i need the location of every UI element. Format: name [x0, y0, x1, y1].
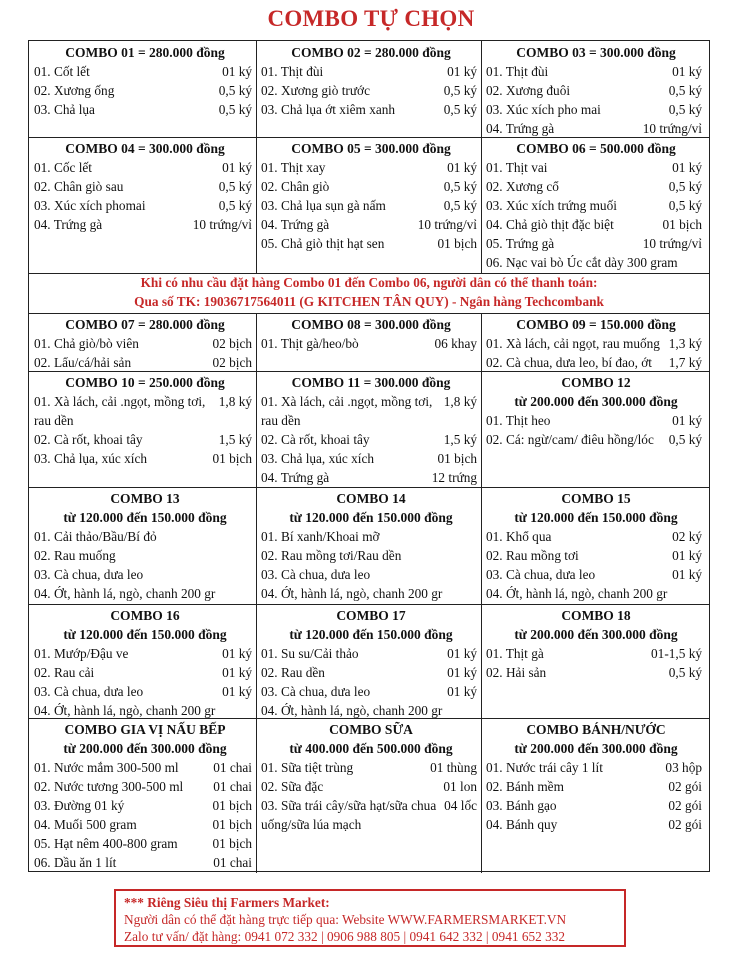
- item-quantity: 03 hộp: [665, 760, 702, 775]
- item-name: 03. Bánh gạo: [486, 798, 557, 813]
- item-name: 02. Rau muống: [34, 548, 116, 563]
- combo-title: COMBO 11 = 300.000 đồng: [291, 375, 451, 390]
- combo-item: [34, 853, 256, 872]
- item-name: 01. Xà lách, cải .ngọt, mồng tơi, rau dền: [261, 394, 433, 428]
- combo-item: [261, 584, 481, 603]
- combo-item: [34, 392, 256, 430]
- item-name: 01. Thịt xay: [261, 160, 326, 175]
- item-name: 01. Thịt đùi: [261, 64, 324, 79]
- combo-title: COMBO 09 = 150.000 đồng: [516, 317, 676, 332]
- combo-item: [261, 468, 481, 487]
- item-quantity: 02 bịch: [212, 336, 252, 351]
- item-quantity: 0,5 ký: [443, 198, 477, 213]
- combo-cell: [34, 43, 256, 119]
- combo-item: [34, 449, 256, 468]
- combo-item: [261, 565, 481, 584]
- combo-item: [34, 777, 256, 796]
- item-name: 03. Chả lụa, xúc xích: [34, 451, 147, 466]
- item-name: 03. Xúc xích pho mai: [486, 102, 601, 117]
- combo-cell: [261, 373, 481, 487]
- item-name: 03. Sữa trái cây/sữa hạt/sữa chua uống/sữa lúa mạch: [261, 798, 437, 832]
- item-quantity: 02 gói: [668, 798, 702, 813]
- combo-item: [34, 334, 256, 353]
- combo-item: [486, 353, 706, 372]
- item-quantity: 01-1,5 ký: [651, 646, 702, 661]
- item-quantity: 01 bịch: [212, 836, 252, 851]
- item-name: 02. Rau mồng tơi: [486, 548, 579, 563]
- item-name: 02. Rau cải: [34, 665, 95, 680]
- item-name: 03. Chả lụa sụn gà nấm: [261, 198, 386, 213]
- combo-item: [261, 158, 481, 177]
- combo-cell: [34, 720, 256, 872]
- item-quantity: 04 lốc: [444, 798, 477, 813]
- combo-item: [34, 62, 256, 81]
- item-quantity: 01 bịch: [212, 451, 252, 466]
- combo-item: [486, 334, 706, 353]
- combo-title: COMBO 05 = 300.000 đồng: [291, 141, 451, 156]
- combo-title: COMBO 07 = 280.000 đồng: [65, 317, 225, 332]
- column-divider: [256, 313, 257, 873]
- item-quantity: 02 gói: [668, 779, 702, 794]
- item-name: 02. Xương cổ: [486, 179, 559, 194]
- item-name: 06. Dầu ăn 1 lít: [34, 855, 117, 870]
- item-name: 05. Trứng gà: [486, 236, 555, 251]
- item-quantity: 06 khay: [434, 336, 477, 351]
- combo-cell: [34, 489, 256, 603]
- combo-item: [486, 777, 706, 796]
- combo-item: [261, 777, 481, 796]
- combo-cell: [261, 489, 481, 603]
- item-name: 02. Lẩu/cá/hải sản: [34, 355, 132, 370]
- column-divider: [481, 313, 482, 873]
- item-name: 02. Chân giò: [261, 179, 330, 194]
- combo-item: [486, 565, 706, 584]
- combo-item: [34, 527, 256, 546]
- combo-item: [34, 796, 256, 815]
- combo-item: [486, 584, 706, 603]
- item-name: 03. Cà chua, dưa leo: [34, 684, 144, 699]
- combo-item: [34, 177, 256, 196]
- combo-item: [34, 758, 256, 777]
- item-name: 02. Xương giò trước: [261, 83, 370, 98]
- combo-item: [34, 701, 256, 720]
- item-quantity: 01 ký: [222, 64, 252, 79]
- item-name: 04. Ớt, hành lá, ngò, chanh 200 gr: [261, 703, 443, 718]
- item-name: 01. Thịt gà/heo/bò: [261, 336, 359, 351]
- item-quantity: 01 bịch: [437, 236, 477, 251]
- item-quantity: 1,5 ký: [218, 432, 252, 447]
- combo-price-range: từ 120.000 đến 150.000 đồng: [63, 627, 227, 642]
- item-name: 04. Ớt, hành lá, ngò, chanh 200 gr: [34, 703, 216, 718]
- item-quantity: 0,5 ký: [668, 83, 702, 98]
- combo-item: [486, 527, 706, 546]
- item-quantity: 01 ký: [672, 64, 702, 79]
- item-quantity: 0,5 ký: [668, 179, 702, 194]
- item-name: 01. Thịt vai: [486, 160, 548, 175]
- combo-price-range: từ 120.000 đến 150.000 đồng: [514, 510, 678, 525]
- item-name: 02. Cà chua, dưa leo, bí đao, ớt: [486, 355, 653, 370]
- combo-item: [261, 758, 481, 777]
- item-name: 01. Su su/Cải thảo: [261, 646, 359, 661]
- item-name: 01. Cải thảo/Bầu/Bí đỏ: [34, 529, 157, 544]
- item-name: 04. Trứng gà: [261, 217, 330, 232]
- combo-title: COMBO 01 = 280.000 đồng: [65, 45, 225, 60]
- combo-cell: [486, 315, 706, 372]
- combo-item: [486, 81, 706, 100]
- combo-item: [34, 584, 256, 603]
- item-name: 01. Xà lách, cải ngọt, rau muống: [486, 336, 660, 351]
- item-quantity: 0,5 ký: [443, 102, 477, 117]
- item-quantity: 1,8 ký: [443, 394, 477, 409]
- item-quantity: 1,3 ký: [668, 336, 702, 351]
- item-name: 04. Ớt, hành lá, ngò, chanh 200 gr: [486, 586, 668, 601]
- item-quantity: 01 bịch: [212, 817, 252, 832]
- combo-item: [34, 565, 256, 584]
- combo-item: [261, 62, 481, 81]
- item-quantity: 01 ký: [222, 684, 252, 699]
- item-quantity: 10 trứng/vỉ: [642, 121, 702, 136]
- combo-cell: [34, 139, 256, 234]
- item-quantity: 1,8 ký: [218, 394, 252, 409]
- combo-item: [261, 177, 481, 196]
- combo-cell: [486, 720, 706, 834]
- combo-item: [34, 196, 256, 215]
- combo-price-range: từ 120.000 đến 150.000 đồng: [289, 627, 453, 642]
- combo-table: [28, 40, 710, 872]
- row-divider: [29, 604, 709, 605]
- item-name: 02. Nước tương 300-500 ml: [34, 779, 184, 794]
- combo-item: [486, 196, 706, 215]
- item-name: 01. Thịt heo: [486, 413, 551, 428]
- item-quantity: 1,5 ký: [443, 432, 477, 447]
- combo-title: COMBO 04 = 300.000 đồng: [65, 141, 225, 156]
- payment-notice-line: Khi có nhu cầu đặt hàng Combo 01 đến Combo 06, người dân có thể thanh toán:: [140, 275, 598, 290]
- item-name: 03. Cà chua, dưa leo: [261, 684, 371, 699]
- item-name: 01. Chả giò/bò viên: [34, 336, 139, 351]
- item-quantity: 10 trứng/vỉ: [192, 217, 252, 232]
- item-quantity: 0,5 ký: [668, 432, 702, 447]
- combo-item: [486, 796, 706, 815]
- item-name: 02. Chân giò sau: [34, 179, 124, 194]
- item-quantity: 01 ký: [672, 413, 702, 428]
- combo-title: COMBO 12: [561, 375, 631, 390]
- combo-title: COMBO 15: [561, 491, 631, 506]
- item-name: 02. Bánh mềm: [486, 779, 564, 794]
- footer-website-line: Người dân có thể đặt hàng trực tiếp qua: Website WWW.FARMERSMARKET.VN: [124, 912, 567, 927]
- item-quantity: 01 ký: [672, 567, 702, 582]
- combo-title: COMBO BÁNH/NƯỚC: [526, 722, 666, 737]
- combo-title: COMBO 02 = 280.000 đồng: [291, 45, 451, 60]
- combo-item: [486, 215, 706, 234]
- combo-item: [486, 253, 706, 272]
- combo-item: [34, 215, 256, 234]
- item-name: 02. Rau mồng tơi/Rau dền: [261, 548, 402, 563]
- item-quantity: 02 bịch: [212, 355, 252, 370]
- combo-item: [34, 353, 256, 372]
- combo-price-range: từ 400.000 đến 500.000 đồng: [289, 741, 453, 756]
- combo-cell: [34, 315, 256, 372]
- item-quantity: 01 thùng: [430, 760, 477, 775]
- item-name: 03. Cà chua, dưa leo: [261, 567, 371, 582]
- item-name: 03. Đường 01 ký: [34, 798, 125, 813]
- combo-title: COMBO GIA VỊ NẤU BẾP: [64, 722, 226, 737]
- item-quantity: 1,7 ký: [668, 355, 702, 370]
- combo-price-range: từ 200.000 đến 300.000 đồng: [514, 741, 678, 756]
- item-quantity: 12 trứng: [431, 470, 477, 485]
- item-quantity: 01 ký: [447, 684, 477, 699]
- combo-cell: [261, 315, 481, 353]
- combo-item: [34, 100, 256, 119]
- item-name: 01. Khổ qua: [486, 529, 552, 544]
- footer-zalo-line: Zalo tư vấn/ đặt hàng: 0941 072 332 | 0906 988 805 | 0941 642 332 | 0941 652 332: [124, 929, 566, 944]
- item-name: 01. Nước trái cây 1 lít: [486, 760, 603, 775]
- combo-item: [34, 158, 256, 177]
- item-name: 02. Sữa đặc: [261, 779, 324, 794]
- item-name: 03. Xúc xích trứng muối: [486, 198, 617, 213]
- combo-item: [486, 815, 706, 834]
- combo-title: COMBO 03 = 300.000 đồng: [516, 45, 676, 60]
- combo-title: COMBO 18: [561, 608, 631, 623]
- combo-price-range: từ 120.000 đến 150.000 đồng: [289, 510, 453, 525]
- item-name: 02. Cá: ngừ/cam/ điêu hồng/lóc: [486, 432, 654, 447]
- item-name: 04. Trứng gà: [486, 121, 555, 136]
- combo-item: [486, 411, 706, 430]
- item-quantity: 01 ký: [447, 646, 477, 661]
- item-quantity: 01 chai: [213, 760, 252, 775]
- item-quantity: 01 ký: [447, 64, 477, 79]
- item-quantity: 01 ký: [222, 646, 252, 661]
- combo-item: [486, 758, 706, 777]
- item-quantity: 01 ký: [222, 665, 252, 680]
- item-quantity: 01 ký: [222, 160, 252, 175]
- item-name: 03. Cà chua, dưa leo: [34, 567, 144, 582]
- combo-item: [486, 546, 706, 565]
- item-quantity: 0,5 ký: [668, 102, 702, 117]
- item-name: 03. Cà chua, dưa leo: [486, 567, 596, 582]
- combo-item: [261, 796, 481, 834]
- item-name: 01. Mướp/Đậu ve: [34, 646, 129, 661]
- combo-cell: [486, 606, 706, 682]
- item-name: 03. Xúc xích phomai: [34, 198, 146, 213]
- item-quantity: 10 trứng/vỉ: [642, 236, 702, 251]
- item-name: 02. Xương ống: [34, 83, 115, 98]
- combo-title: COMBO 13: [110, 491, 180, 506]
- combo-item: [486, 100, 706, 119]
- combo-item: [486, 158, 706, 177]
- combo-title: COMBO SỮA: [329, 722, 413, 737]
- combo-item: [34, 81, 256, 100]
- combo-item: [261, 430, 481, 449]
- combo-price-range: từ 200.000 đến 300.000 đồng: [514, 394, 678, 409]
- item-quantity: 01 bịch: [437, 451, 477, 466]
- column-divider: [256, 41, 257, 273]
- item-quantity: 02 ký: [672, 529, 702, 544]
- combo-item: [261, 527, 481, 546]
- item-quantity: 01 lon: [443, 779, 477, 794]
- combo-item: [261, 334, 481, 353]
- item-name: 03. Chả lụa: [34, 102, 95, 117]
- item-quantity: 01 chai: [213, 779, 252, 794]
- item-name: 01. Thịt gà: [486, 646, 544, 661]
- item-quantity: 01 ký: [672, 548, 702, 563]
- combo-title: COMBO 16: [110, 608, 180, 623]
- combo-cell: [486, 373, 706, 449]
- item-name: 04. Muối 500 gram: [34, 817, 137, 832]
- combo-item: [261, 546, 481, 565]
- combo-item: [261, 392, 481, 430]
- item-name: 04. Trứng gà: [34, 217, 103, 232]
- item-name: 02. Rau dền: [261, 665, 325, 680]
- combo-item: [486, 62, 706, 81]
- item-name: 04. Bánh quy: [486, 817, 558, 832]
- item-quantity: 0,5 ký: [668, 198, 702, 213]
- combo-cell: [34, 373, 256, 468]
- item-name: 04. Ớt, hành lá, ngò, chanh 200 gr: [261, 586, 443, 601]
- item-name: 02. Hải sản: [486, 665, 547, 680]
- combo-title: COMBO 08 = 300.000 đồng: [291, 317, 451, 332]
- item-name: 05. Chả giò thịt hạt sen: [261, 236, 385, 251]
- item-name: 01. Cốt lết: [34, 64, 90, 79]
- item-name: 01. Xà lách, cải .ngọt, mồng tơi, rau dền: [34, 394, 206, 428]
- item-name: 01. Bí xanh/Khoai mỡ: [261, 529, 380, 544]
- combo-item: [261, 449, 481, 468]
- combo-item: [261, 215, 481, 234]
- combo-price-range: từ 200.000 đến 300.000 đồng: [63, 741, 227, 756]
- combo-cell: [486, 489, 706, 603]
- row-divider: [29, 487, 709, 488]
- combo-item: [486, 234, 706, 253]
- combo-cell: [486, 139, 706, 272]
- combo-cell: [486, 43, 706, 138]
- item-quantity: 01 bịch: [662, 217, 702, 232]
- combo-cell: [34, 606, 256, 720]
- payment-account-line: Qua số TK: 19036717564011 (G KITCHEN TÂN QUY) - Ngân hàng Techcombank: [134, 294, 604, 309]
- item-quantity: 0,5 ký: [218, 83, 252, 98]
- item-name: 04. Chả giò thịt đặc biệt: [486, 217, 614, 232]
- item-quantity: 10 trứng/vỉ: [417, 217, 477, 232]
- item-name: 03. Chả lụa ớt xiêm xanh: [261, 102, 396, 117]
- combo-item: [486, 177, 706, 196]
- combo-item: [261, 234, 481, 253]
- combo-item: [261, 644, 481, 663]
- combo-item: [261, 196, 481, 215]
- item-name: 02. Cà rốt, khoai tây: [261, 432, 370, 447]
- combo-cell: [261, 606, 481, 720]
- item-quantity: 01 bịch: [212, 798, 252, 813]
- combo-item: [261, 100, 481, 119]
- item-name: 02. Xương đuôi: [486, 83, 571, 98]
- item-quantity: 0,5 ký: [218, 198, 252, 213]
- item-name: 02. Cà rốt, khoai tây: [34, 432, 143, 447]
- combo-item: [486, 644, 706, 663]
- item-quantity: 02 gói: [668, 817, 702, 832]
- combo-cell: [261, 139, 481, 253]
- item-quantity: 01 ký: [672, 160, 702, 175]
- combo-cell: [261, 720, 481, 834]
- item-quantity: 01 ký: [447, 160, 477, 175]
- combo-cell: [261, 43, 481, 119]
- item-name: 01. Sữa tiệt trùng: [261, 760, 354, 775]
- combo-item: [486, 119, 706, 138]
- combo-item: [261, 81, 481, 100]
- payment-notice: [29, 273, 709, 313]
- combo-item: [34, 682, 256, 701]
- combo-item: [261, 701, 481, 720]
- combo-item: [261, 682, 481, 701]
- combo-title: COMBO 14: [336, 491, 406, 506]
- combo-item: [34, 663, 256, 682]
- item-name: 01. Nước mắm 300-500 ml: [34, 760, 179, 775]
- combo-item: [34, 546, 256, 565]
- combo-item: [261, 663, 481, 682]
- footer-title: *** Riêng Siêu thị Farmers Market:: [124, 895, 330, 910]
- combo-item: [34, 430, 256, 449]
- combo-item: [34, 815, 256, 834]
- item-name: 03. Chả lụa, xúc xích: [261, 451, 374, 466]
- item-quantity: 0,5 ký: [218, 179, 252, 194]
- column-divider: [481, 41, 482, 273]
- page-title: COMBO TỰ CHỌN: [267, 6, 475, 31]
- item-quantity: 01 chai: [213, 855, 252, 870]
- combo-item: [486, 663, 706, 682]
- item-name: 04. Ớt, hành lá, ngò, chanh 200 gr: [34, 586, 216, 601]
- combo-price-range: từ 200.000 đến 300.000 đồng: [514, 627, 678, 642]
- combo-title: COMBO 06 = 500.000 đồng: [516, 141, 676, 156]
- combo-item: [34, 644, 256, 663]
- item-name: 05. Hạt nêm 400-800 gram: [34, 836, 178, 851]
- row-divider: [29, 313, 709, 314]
- item-name: 01. Cốc lết: [34, 160, 92, 175]
- item-name: 01. Thịt đùi: [486, 64, 549, 79]
- combo-price-range: từ 120.000 đến 150.000 đồng: [63, 510, 227, 525]
- item-quantity: 0,5 ký: [218, 102, 252, 117]
- farmers-market-footer: [114, 889, 626, 947]
- combo-title: COMBO 10 = 250.000 đồng: [65, 375, 225, 390]
- item-name: 04. Trứng gà: [261, 470, 330, 485]
- combo-item: [486, 430, 706, 449]
- item-quantity: 01 ký: [447, 665, 477, 680]
- item-quantity: 0,5 ký: [443, 83, 477, 98]
- combo-item: [34, 834, 256, 853]
- item-name: 06. Nạc vai bò Úc cắt dày 300 gram: [486, 255, 678, 270]
- combo-title: COMBO 17: [336, 608, 406, 623]
- item-quantity: 0,5 ký: [443, 179, 477, 194]
- item-quantity: 0,5 ký: [668, 665, 702, 680]
